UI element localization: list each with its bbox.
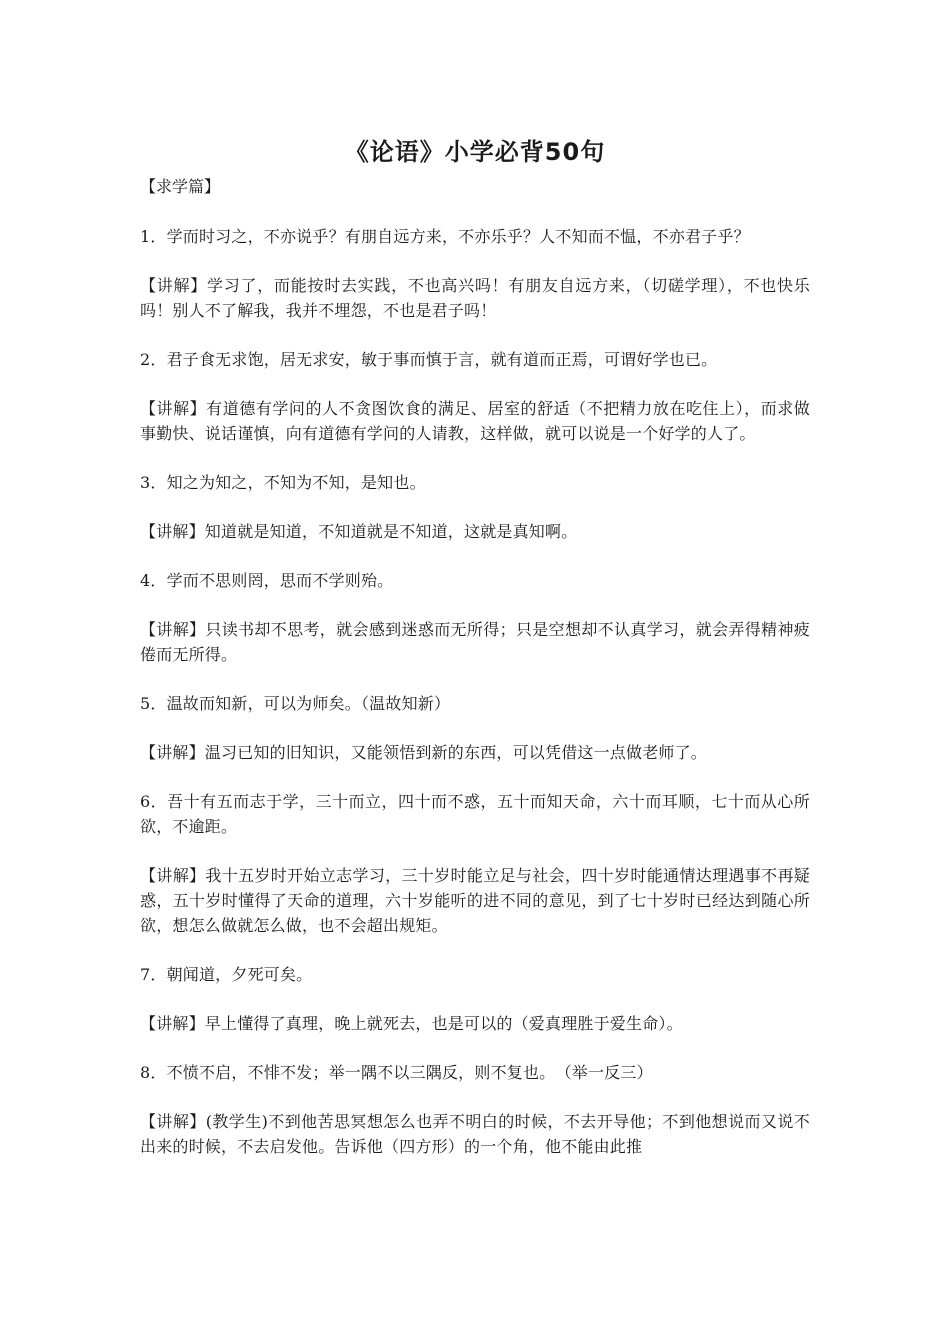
quote-paragraph-1: 1．学而时习之，不亦说乎？有朋自远方来，不亦乐乎？人不知而不愠，不亦君子乎？ — [140, 227, 750, 246]
quote-paragraph-4: 4．学而不思则罔，思而不学则殆。 — [140, 571, 394, 590]
explanation-paragraph-2: 【讲解】有道德有学问的人不贪图饮食的满足、居室的舒适（不把精力放在吃住上），而求做事勤快、说话谨慎，向有道德有学问的人请教，这样做，就可以说是一个好学的人了。 — [140, 399, 810, 443]
quote-paragraph-5: 5．温故而知新，可以为师矣。（温故知新） — [140, 694, 451, 713]
explanation-paragraph-1: 【讲解】学习了，而能按时去实践，不也高兴吗！有朋友自远方来，（切磋学理），不也快乐吗！别人不了解我，我并不埋怨，不也是君子吗！ — [140, 276, 810, 320]
explanation-paragraph-7: 【讲解】早上懂得了真理，晚上就死去，也是可以的（爱真理胜于爱生命）。 — [140, 1014, 683, 1033]
explanation-paragraph-5: 【讲解】温习已知的旧知识，又能领悟到新的东西，可以凭借这一点做老师了。 — [140, 743, 708, 762]
quote-paragraph-2: 2．君子食无求饱，居无求安，敏于事而慎于言，就有道而正焉，可谓好学也已。 — [140, 350, 718, 369]
explanation-paragraph-4: 【讲解】只读书却不思考，就会感到迷惑而无所得；只是空想却不认真学习，就会弄得精神疲倦而无所得。 — [140, 620, 810, 664]
document-title: 《论语》小学必背50句 — [344, 138, 606, 166]
explanation-paragraph-8: 【讲解】(教学生)不到他苦思冥想怎么也弄不明白的时候，不去开导他；不到他想说而又说不出来的时候，不去启发他。告诉他（四方形）的一个角，他不能由此推 — [140, 1112, 810, 1156]
explanation-paragraph-3: 【讲解】知道就是知道，不知道就是不知道，这就是真知啊。 — [140, 522, 578, 541]
quote-paragraph-6: 6．吾十有五而志于学，三十而立，四十而不惑，五十而知天命，六十而耳顺，七十而从心所欲，不逾距。 — [140, 792, 810, 836]
quote-paragraph-3: 3．知之为知之，不知为不知，是知也。 — [140, 473, 426, 492]
quote-paragraph-7: 7．朝闻道，夕死可矣。 — [140, 965, 313, 984]
explanation-paragraph-6: 【讲解】我十五岁时开始立志学习，三十岁时能立足与社会，四十岁时能通情达理遇事不再疑惑，五十岁时懂得了天命的道理，六十岁能听的进不同的意见，到了七十岁时已经达到随心所欲，想怎么做就怎么做，也不会超出规矩。 — [140, 866, 810, 935]
quote-paragraph-8: 8．不愤不启，不悱不发；举一隅不以三隅反，则不复也。 （举一反三） — [140, 1063, 653, 1082]
section-heading: 【求学篇】 — [140, 177, 221, 196]
